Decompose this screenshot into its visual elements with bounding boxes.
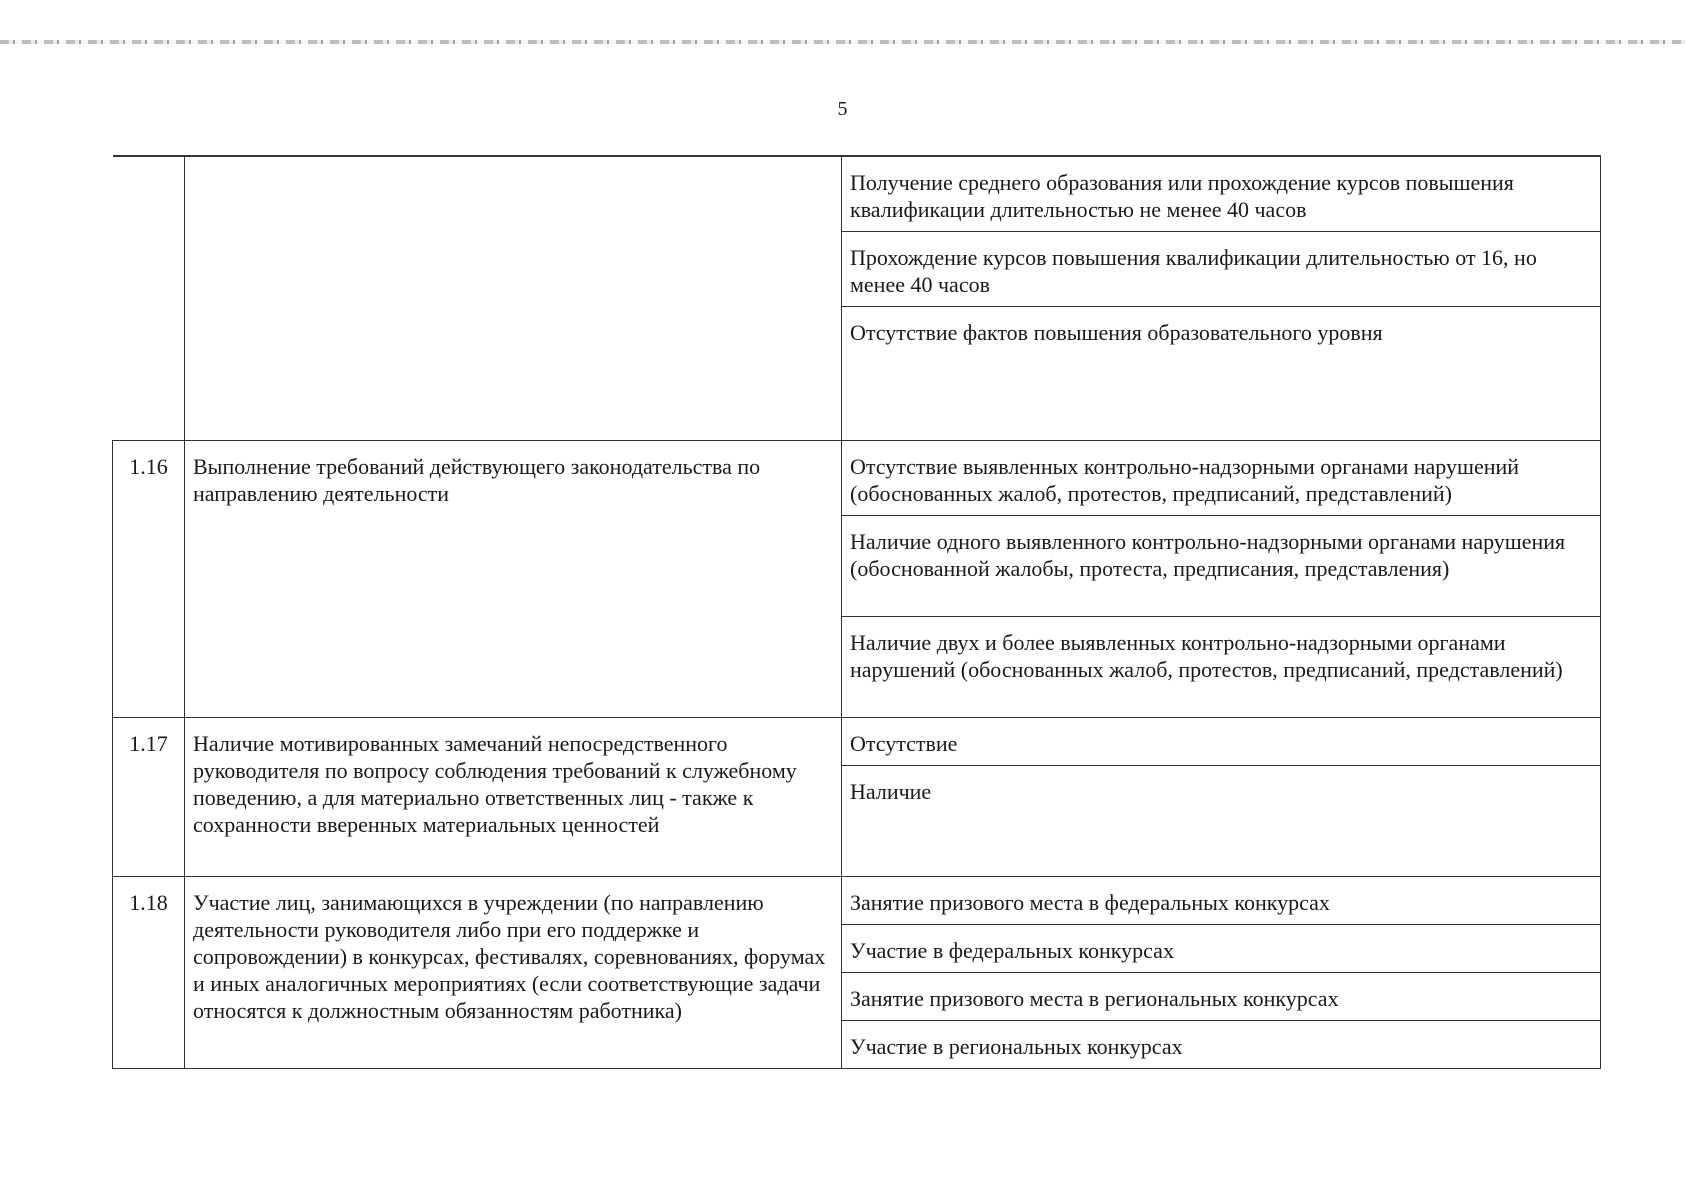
row-number: 1.18 [113, 877, 185, 1069]
indicator-text: Выполнение требований действующего законодательства по направлению деятельности [185, 441, 842, 718]
page-number: 5 [837, 98, 848, 120]
indicator-text: Участие лиц, занимающихся в учреждении (по направлению деятельности руководителя либо при его поддержке и сопровождении) в конкурсах, фестивалях, соревнованиях, форумах и иных аналогичных мероприятиях (если соответствующие задачи относятся к должностным обязанностям работника) [185, 877, 842, 1069]
table-row [113, 441, 1601, 516]
table-row [113, 718, 1601, 766]
table-row [113, 877, 1601, 925]
criteria-table [112, 155, 1601, 1069]
scan-edge-artifact [0, 40, 1685, 44]
criterion-cell: Занятие призового места в региональных конкурсах [842, 973, 1601, 1021]
criterion-cell: Занятие призового места в федеральных конкурсах [842, 877, 1601, 925]
indicator-text: Наличие мотивированных замечаний непосредственного руководителя по вопросу соблюдения требований к служебному поведению, а для материально ответственных лиц - также к сохранности вверенных материальных ценностей [185, 718, 842, 877]
criterion-cell: Наличие одного выявленного контрольно-надзорными органами нарушения (обоснованной жалобы, протеста, предписания, представления) [842, 516, 1601, 617]
criterion-cell: Получение среднего образования или прохождение курсов повышения квалификации длительностью не менее 40 часов [842, 156, 1601, 232]
criterion-cell: Отсутствие фактов повышения образовательного уровня [842, 307, 1601, 441]
row-number-cell [113, 156, 185, 441]
table-row [113, 156, 1601, 232]
criterion-cell: Участие в федеральных конкурсах [842, 925, 1601, 973]
criterion-cell: Отсутствие [842, 718, 1601, 766]
indicator-cell [185, 156, 842, 441]
criterion-cell: Отсутствие выявленных контрольно-надзорными органами нарушений (обоснованных жалоб, протестов, предписаний, представлений) [842, 441, 1601, 516]
row-number: 1.17 [113, 718, 185, 877]
criterion-cell: Наличие двух и более выявленных контрольно-надзорными органами нарушений (обоснованных жалоб, протестов, предписаний, представлений) [842, 617, 1601, 718]
criterion-cell: Наличие [842, 766, 1601, 877]
criterion-cell: Участие в региональных конкурсах [842, 1021, 1601, 1069]
criterion-cell: Прохождение курсов повышения квалификации длительностью от 16, но менее 40 часов [842, 232, 1601, 307]
row-number: 1.16 [113, 441, 185, 718]
